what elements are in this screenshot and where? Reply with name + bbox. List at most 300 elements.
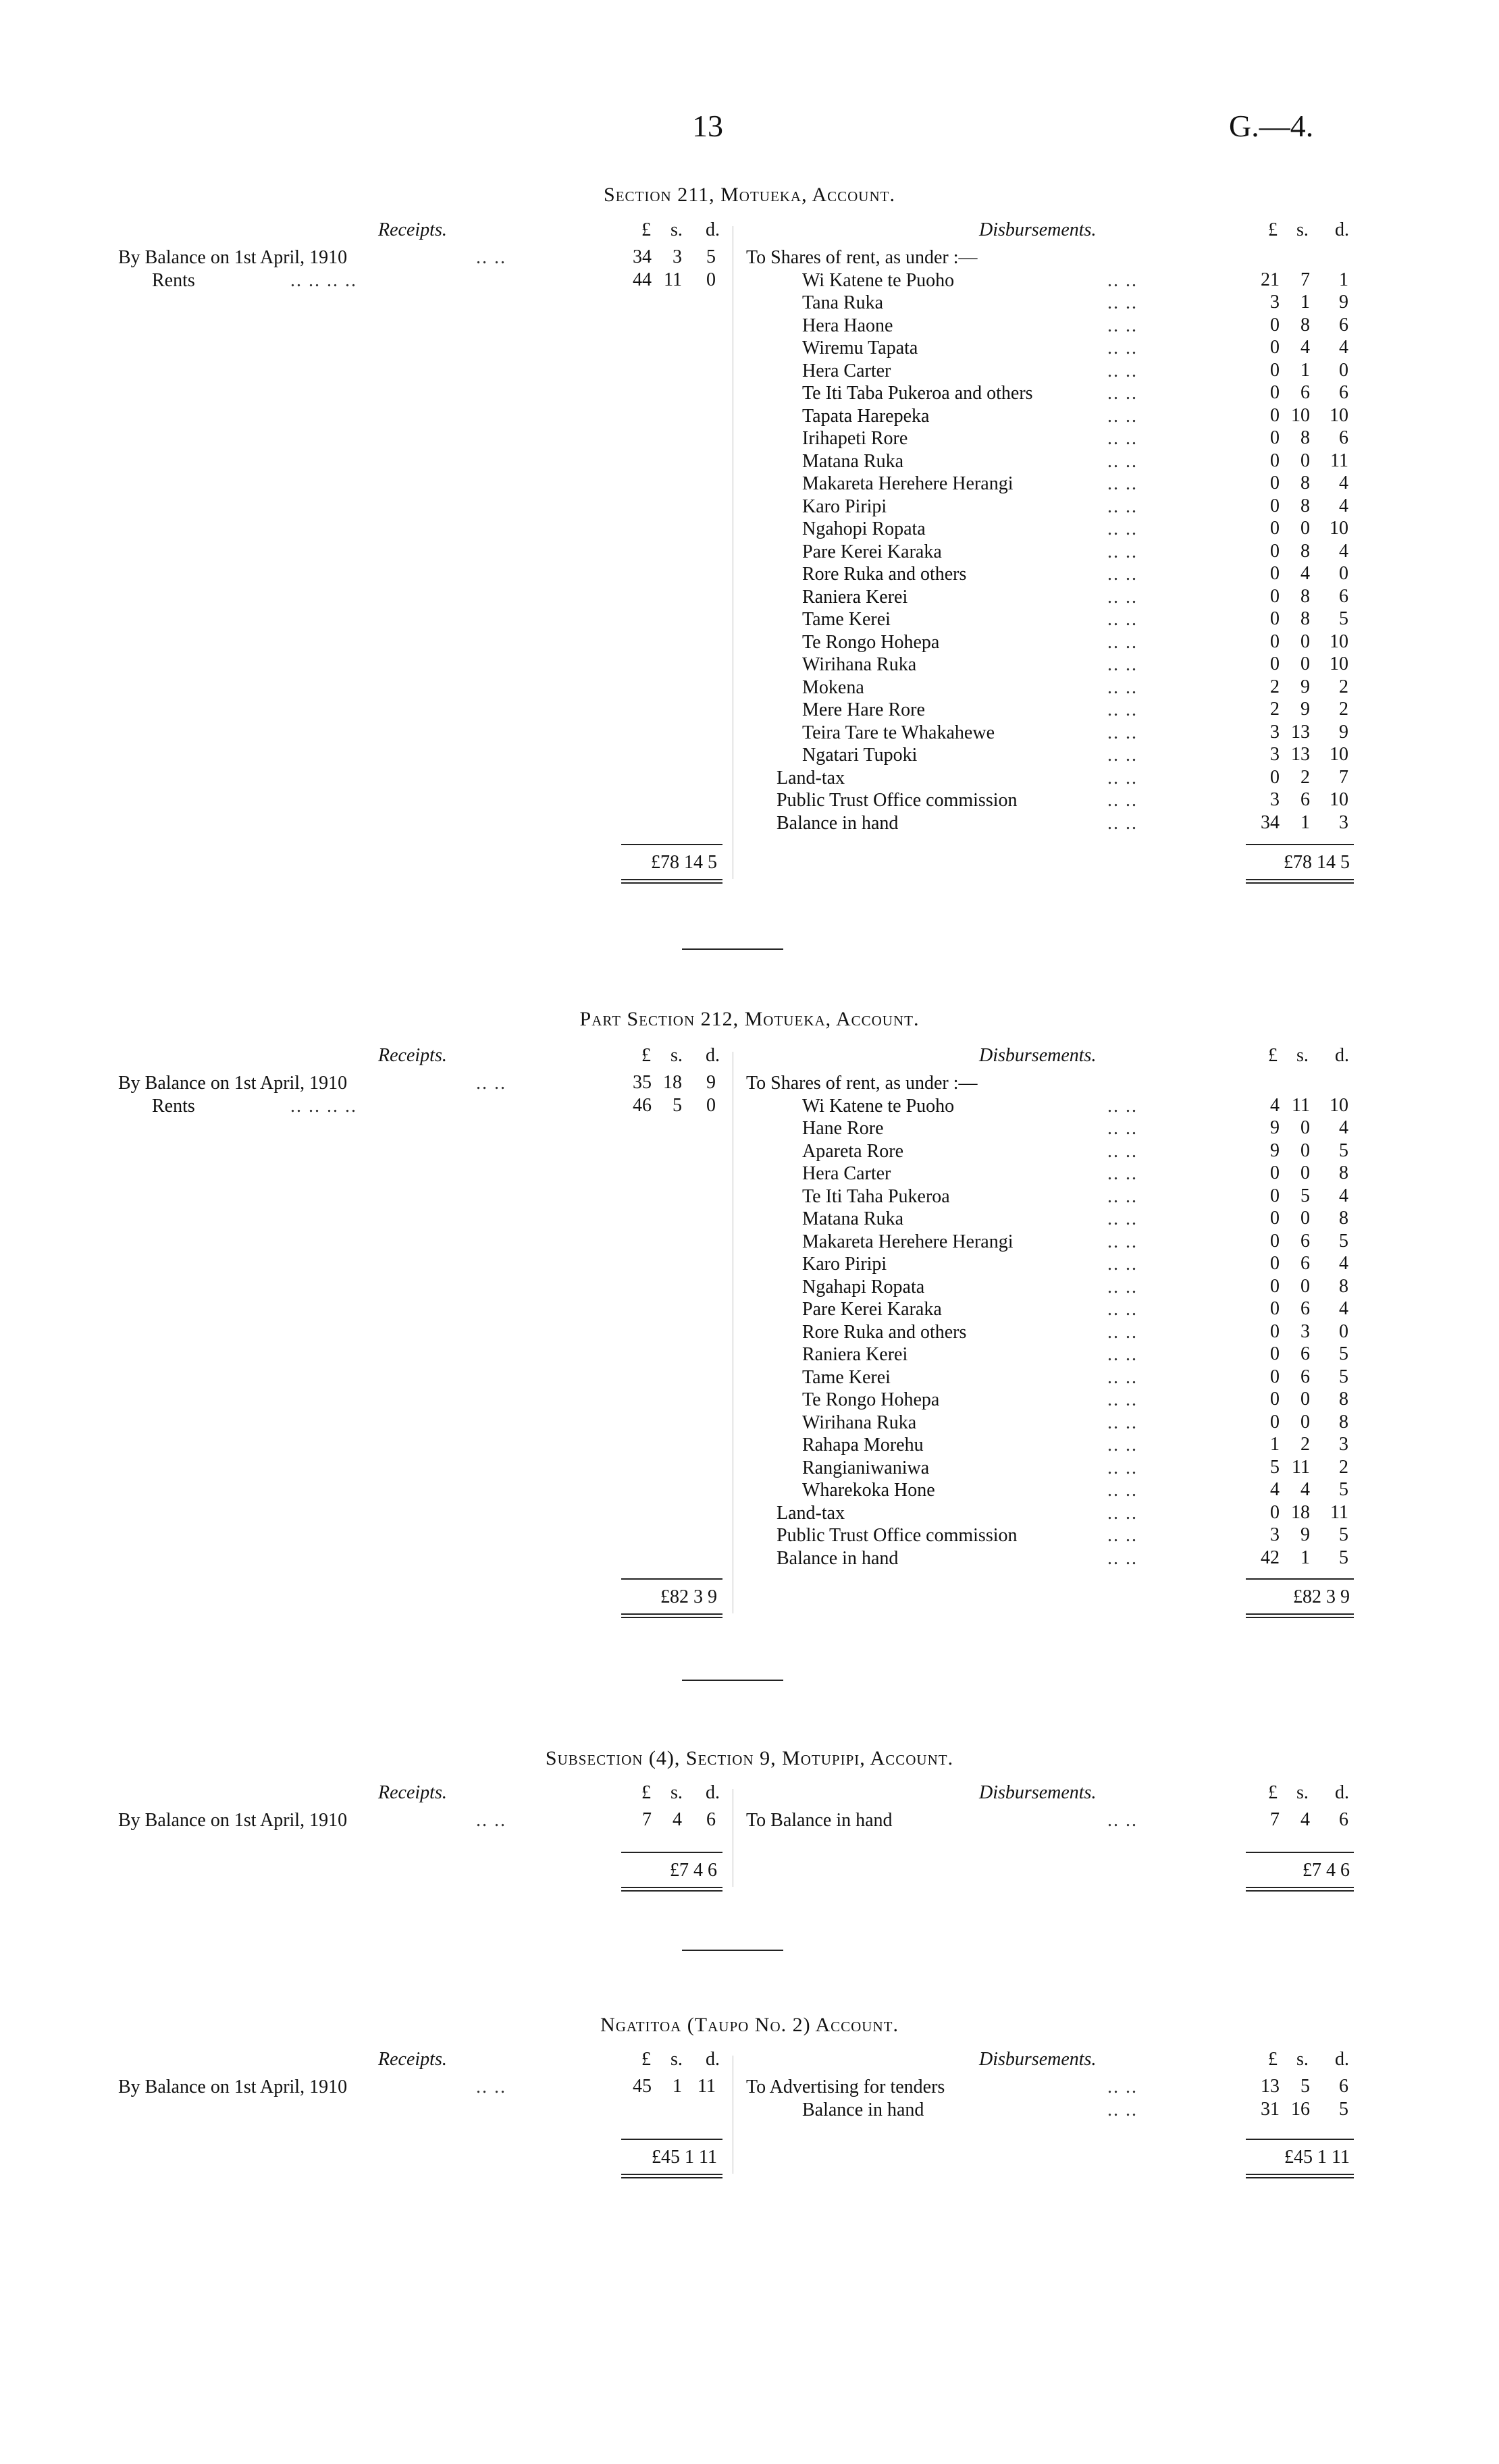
disbursement-shillings: 0 [1300,1411,1310,1432]
disbursement-pounds: 0 [1270,1366,1280,1387]
leader-dots: .. .. [1107,1299,1138,1320]
disbursement-shillings: 1 [1300,1547,1310,1568]
receipt-pounds: 45 [633,2076,652,2097]
receipt-pounds: 34 [633,246,652,267]
disbursement-label: Mokena [802,676,864,698]
leader-dots: .. .. [1107,767,1138,788]
disbursement-shillings: 4 [1300,337,1310,358]
disbursement-pounds: 0 [1270,631,1280,652]
receipt-pence: 5 [706,246,716,267]
disbursement-shillings: 6 [1300,1298,1310,1319]
disbursement-shillings: 0 [1300,450,1310,471]
disbursement-label: Rahapa Morehu [802,1435,924,1455]
leader-dots: .. .. [1107,1276,1138,1297]
disbursement-pounds: 34 [1261,811,1280,833]
receipt-pence: 0 [706,1094,716,1116]
disbursement-pounds: 2 [1270,676,1280,697]
disbursement-pence: 8 [1339,1275,1348,1297]
disbursements-heading: Disbursements. [979,219,1097,240]
disbursement-pence: 10 [1330,404,1348,426]
leader-dots: .. .. [476,247,506,268]
account-title: Ngatitoa (Taupo No. 2) Account. [600,2014,899,2036]
disbursements-pence-heading: d. [1335,219,1349,240]
disbursement-label: Pare Kerei Karaka [802,1299,942,1320]
leader-dots: .. .. [1107,1525,1138,1546]
receipt-pence: 11 [698,2076,716,2097]
disbursement-pounds: 0 [1270,1343,1280,1364]
disbursement-pence: 8 [1339,1389,1348,1410]
disbursement-label: Wi Katene te Puoho [802,269,955,291]
leader-dots: .. .. [1107,676,1138,698]
leader-dots: .. .. [1107,1344,1138,1365]
disbursement-pence: 6 [1339,585,1348,607]
disbursement-shillings: 0 [1300,1275,1310,1297]
disbursement-label: Rore Ruka and others [802,1321,967,1343]
leader-dots: .. .. [1107,269,1138,291]
receipt-shillings: 18 [663,1072,682,1093]
disbursement-pounds: 0 [1270,1501,1280,1523]
account-title: Section 211, Motueka, Account. [604,184,895,206]
disbursement-pounds: 9 [1270,1140,1280,1161]
disbursement-shillings: 4 [1300,1809,1310,1830]
disbursement-pence: 3 [1339,1434,1348,1455]
disbursement-pence: 5 [1339,1479,1348,1500]
disbursement-pounds: 21 [1261,269,1280,290]
receipts-double-rule [621,879,722,884]
receipts-pound-heading: £ [641,219,651,240]
disbursement-shillings: 18 [1291,1501,1310,1523]
disbursement-label: Land-tax [777,1502,845,1524]
leader-dots: .. .. [1107,631,1138,653]
disbursement-shillings: 1 [1300,292,1310,313]
disbursement-shillings: 6 [1300,1366,1310,1387]
receipts-total: £78 14 5 [651,852,717,873]
disbursements-double-rule [1246,1613,1354,1618]
disbursement-pence: 9 [1339,721,1348,743]
disbursement-shillings: 11 [1292,1094,1310,1116]
receipt-pence: 9 [706,1072,716,1093]
disbursements-shilling-heading: s. [1296,219,1309,240]
disbursements-total-rule [1246,2139,1354,2140]
disbursement-pence: 5 [1339,1547,1348,1568]
disbursement-pence: 11 [1330,450,1348,471]
disbursement-pence: 10 [1330,518,1348,539]
receipts-total-rule [621,2139,722,2140]
receipt-pounds: 44 [633,269,652,290]
disbursement-pence: 10 [1330,789,1348,810]
disbursements-pound-heading: £ [1268,2049,1278,2070]
receipts-pound-heading: £ [641,1045,651,1066]
disbursement-pounds: 0 [1270,766,1280,788]
receipts-total: £45 1 11 [652,2147,717,2168]
section-separator [682,948,783,950]
disbursement-pence: 6 [1339,1809,1348,1830]
disbursement-label: Tame Kerei [802,609,891,630]
leader-dots: .. .. [1107,609,1138,630]
disbursement-label: Raniera Kerei [802,1344,908,1365]
receipt-shillings: 5 [673,1094,682,1116]
receipts-double-rule [621,1613,722,1618]
disbursement-pence: 4 [1339,1298,1348,1319]
disbursement-shillings: 0 [1300,1162,1310,1183]
disbursement-pounds: 3 [1270,721,1280,743]
receipt-label: Rents [152,269,195,291]
leader-dots: .. .. [1107,315,1138,336]
disbursement-pounds: 0 [1270,337,1280,358]
disbursement-pounds: 1 [1270,1434,1280,1455]
disbursement-pence: 4 [1339,540,1348,562]
disbursement-label: Te Iti Taba Pukeroa and others [802,383,1033,404]
disbursement-pounds: 0 [1270,563,1280,584]
receipts-total: £7 4 6 [670,1860,717,1881]
disbursement-label: Ngatari Tupoki [802,745,918,766]
disbursement-pence: 4 [1339,495,1348,516]
receipt-pounds: 7 [642,1809,652,1830]
receipts-pence-heading: d. [706,219,720,240]
disbursement-label: Matana Ruka [802,1208,904,1229]
disbursement-label: Matana Ruka [802,450,904,472]
disbursement-shillings: 8 [1300,495,1310,516]
disbursement-shillings: 4 [1300,1479,1310,1500]
disbursement-pounds: 0 [1270,585,1280,607]
leader-dots: .. .. [1107,1254,1138,1275]
leader-dots: .. .. [476,2077,506,2097]
disbursement-pence: 4 [1339,1117,1348,1138]
disbursement-label: Wiremu Tapata [802,338,918,358]
disbursements-pound-heading: £ [1268,1045,1278,1066]
disbursement-pence: 5 [1339,1230,1348,1252]
disbursement-shillings: 5 [1300,1185,1310,1206]
leader-dots: .. .. [1107,450,1138,472]
disbursement-pence: 5 [1339,1366,1348,1387]
disbursement-shillings: 16 [1291,2098,1310,2120]
receipts-total-rule [621,1852,722,1853]
disbursement-pounds: 3 [1270,1524,1280,1545]
disbursement-shillings: 10 [1291,404,1310,426]
disbursement-label: Te Rongo Hohepa [802,631,940,653]
disbursement-label: Te Iti Taha Pukeroa [802,1185,950,1207]
disbursement-pence: 9 [1339,292,1348,313]
leader-dots: .. .. [1107,1435,1138,1455]
disbursement-pence: 4 [1339,337,1348,358]
disbursement-label: Rore Ruka and others [802,564,967,585]
disbursement-label: To Balance in hand [746,1810,893,1831]
disbursement-label: To Shares of rent, as under :— [746,247,978,268]
disbursements-double-rule [1246,879,1354,884]
disbursement-label: Wi Katene te Puoho [802,1095,955,1117]
disbursement-pence: 1 [1339,269,1348,290]
disbursement-shillings: 8 [1300,540,1310,562]
receipt-label: By Balance on 1st April, 1910 [118,247,348,268]
disbursement-pence: 2 [1339,676,1348,697]
leader-dots: .. .. [1107,1140,1138,1162]
disbursement-label: Tapata Harepeka [802,405,930,427]
leader-dots: .. .. [1107,722,1138,743]
leader-dots: .. .. .. .. [290,269,357,291]
receipt-shillings: 4 [673,1809,682,1830]
disbursements-shilling-heading: s. [1296,1045,1309,1066]
receipts-total-rule [621,1578,722,1580]
disbursement-pounds: 0 [1270,450,1280,471]
disbursement-shillings: 0 [1300,1208,1310,1229]
disbursement-shillings: 0 [1300,1389,1310,1410]
leader-dots: .. .. [1107,586,1138,608]
disbursements-heading: Disbursements. [979,2049,1097,2070]
disbursement-pounds: 0 [1270,359,1280,381]
disbursements-total: £78 14 5 [1284,852,1350,873]
receipt-label: By Balance on 1st April, 1910 [118,2077,348,2097]
disbursement-pounds: 0 [1270,495,1280,516]
disbursement-pence: 5 [1339,608,1348,629]
disbursements-pence-heading: d. [1335,1045,1349,1066]
leader-dots: .. .. [1107,1118,1138,1139]
leader-dots: .. .. [1107,1389,1138,1410]
leader-dots: .. .. [1107,541,1138,562]
disbursement-pence: 8 [1339,1162,1348,1183]
receipts-heading: Receipts. [378,2049,447,2070]
disbursement-label: Pare Kerei Karaka [802,541,942,562]
disbursement-label: Mere Hare Rore [802,699,925,720]
disbursement-label: To Advertising for tenders [746,2077,945,2097]
disbursement-pounds: 0 [1270,518,1280,539]
disbursements-heading: Disbursements. [979,1045,1097,1066]
disbursement-pence: 7 [1339,766,1348,788]
receipts-shilling-heading: s. [670,2049,683,2070]
receipt-label: By Balance on 1st April, 1910 [118,1810,348,1831]
disbursement-pounds: 13 [1261,2076,1280,2097]
receipts-double-rule [621,2174,722,2178]
disbursement-pounds: 0 [1270,382,1280,403]
page-code: G.—4. [1229,109,1314,143]
leader-dots: .. .. [1107,1163,1138,1184]
disbursement-pounds: 0 [1270,473,1280,493]
disbursement-label: Hera Carter [802,360,891,381]
disbursement-pence: 5 [1339,1524,1348,1545]
disbursement-pence: 10 [1330,744,1348,765]
disbursement-label: Karo Piripi [802,496,887,517]
disbursement-pence: 5 [1339,1140,1348,1161]
disbursement-pounds: 0 [1270,1230,1280,1252]
disbursement-label: Hera Carter [802,1163,891,1184]
disbursement-shillings: 6 [1300,382,1310,403]
leader-dots: .. .. [1107,1185,1138,1207]
disbursements-shilling-heading: s. [1296,2049,1309,2070]
disbursement-shillings: 7 [1300,269,1310,290]
disbursement-pounds: 5 [1270,1456,1280,1478]
disbursement-label: Apareta Rore [802,1140,904,1162]
disbursement-shillings: 8 [1300,585,1310,607]
leader-dots: .. .. [1107,405,1138,427]
disbursements-total-rule [1246,844,1354,845]
leader-dots: .. .. [1107,2099,1138,2120]
disbursement-pence: 2 [1339,1456,1348,1478]
leader-dots: .. .. [1107,699,1138,720]
disbursement-pence: 0 [1339,563,1348,584]
disbursement-shillings: 13 [1291,721,1310,743]
disbursement-pence: 10 [1330,1094,1348,1116]
disbursement-label: Tame Kerei [802,1366,891,1388]
receipts-total: £82 3 9 [660,1586,717,1607]
disbursement-pounds: 0 [1270,653,1280,674]
disbursement-shillings: 1 [1300,359,1310,381]
disbursement-shillings: 0 [1300,1117,1310,1138]
leader-dots: .. .. [1107,1095,1138,1117]
disbursement-pounds: 0 [1270,1320,1280,1342]
disbursement-shillings: 8 [1300,473,1310,493]
disbursement-shillings: 0 [1300,1140,1310,1161]
receipts-heading: Receipts. [378,1782,447,1803]
leader-dots: .. .. [1107,383,1138,404]
leader-dots: .. .. [1107,654,1138,675]
disbursement-label: Wirihana Ruka [802,654,917,675]
account-title: Subsection (4), Section 9, Motupipi, Account. [545,1747,954,1769]
leader-dots: .. .. [1107,473,1138,494]
disbursement-pence: 10 [1330,631,1348,652]
receipt-label: Rents [152,1095,195,1117]
disbursement-label: Makareta Herehere Herangi [802,473,1014,494]
receipt-shillings: 3 [673,246,682,267]
leader-dots: .. .. [1107,360,1138,381]
disbursement-pounds: 0 [1270,427,1280,448]
disbursement-label: Ngahopi Ropata [802,518,926,539]
disbursement-pence: 8 [1339,1208,1348,1229]
leader-dots: .. .. [1107,1547,1138,1569]
leader-dots: .. .. [1107,1208,1138,1229]
disbursement-label: Karo Piripi [802,1254,887,1275]
receipts-heading: Receipts. [378,219,447,240]
disbursement-pence: 2 [1339,699,1348,720]
leader-dots: .. .. [1107,1457,1138,1478]
disbursement-pounds: 9 [1270,1117,1280,1138]
disbursement-pence: 8 [1339,1411,1348,1432]
receipts-double-rule [621,1887,722,1892]
disbursement-shillings: 3 [1300,1320,1310,1342]
disbursement-label: Balance in hand [777,1547,899,1569]
leader-dots: .. .. [1107,1480,1138,1501]
disbursement-pounds: 3 [1270,292,1280,313]
disbursement-pence: 6 [1339,427,1348,448]
disbursements-total-rule [1246,1852,1354,1853]
leader-dots: .. .. .. .. [290,1095,357,1117]
disbursement-pounds: 3 [1270,789,1280,810]
disbursement-pence: 3 [1339,811,1348,833]
disbursements-pence-heading: d. [1335,1782,1349,1803]
disbursement-label: Hera Haone [802,315,893,336]
disbursements-double-rule [1246,1887,1354,1892]
disbursement-pounds: 7 [1270,1809,1280,1830]
disbursement-shillings: 9 [1300,699,1310,720]
disbursement-shillings: 0 [1300,631,1310,652]
disbursements-total: £7 4 6 [1303,1860,1350,1881]
section-separator [682,1950,783,1951]
leader-dots: .. .. [476,1073,506,1094]
disbursement-pence: 5 [1339,1343,1348,1364]
disbursement-pence: 0 [1339,1320,1348,1342]
receipt-pence: 6 [706,1809,716,1830]
disbursement-shillings: 0 [1300,653,1310,674]
disbursement-pence: 4 [1339,473,1348,493]
receipts-pence-heading: d. [706,2049,720,2070]
disbursement-shillings: 6 [1300,1253,1310,1274]
disbursement-shillings: 6 [1300,789,1310,810]
leader-dots: .. .. [1107,745,1138,766]
disbursement-pence: 4 [1339,1185,1348,1206]
disbursement-pounds: 0 [1270,1162,1280,1183]
disbursement-pounds: 0 [1270,1298,1280,1319]
disbursement-label: Balance in hand [777,812,899,834]
disbursements-total: £45 1 11 [1284,2147,1350,2168]
disbursement-shillings: 8 [1300,608,1310,629]
disbursement-label: Te Rongo Hohepa [802,1389,940,1410]
leader-dots: .. .. [1107,1412,1138,1433]
leader-dots: .. .. [1107,1502,1138,1524]
leader-dots: .. .. [1107,338,1138,358]
disbursement-label: Raniera Kerei [802,586,908,608]
disbursement-pence: 11 [1330,1501,1348,1523]
disbursement-pence: 5 [1339,2098,1348,2120]
disbursement-label: Irihapeti Rore [802,428,908,449]
disbursement-shillings: 8 [1300,314,1310,336]
disbursement-pounds: 0 [1270,1275,1280,1297]
disbursement-label: Rangianiwaniwa [802,1457,930,1478]
disbursement-pounds: 0 [1270,1185,1280,1206]
receipts-shilling-heading: s. [670,219,683,240]
leader-dots: .. .. [1107,1231,1138,1252]
disbursement-pence: 4 [1339,1253,1348,1274]
disbursement-label: Public Trust Office commission [777,1525,1018,1546]
receipt-shillings: 1 [673,2076,682,2097]
disbursement-pounds: 3 [1270,744,1280,765]
receipts-heading: Receipts. [378,1045,447,1066]
disbursement-pounds: 0 [1270,1208,1280,1229]
receipt-shillings: 11 [664,269,682,290]
disbursement-shillings: 9 [1300,1524,1310,1545]
disbursements-shilling-heading: s. [1296,1782,1309,1803]
disbursement-label: To Shares of rent, as under :— [746,1073,978,1094]
leader-dots: .. .. [1107,496,1138,517]
receipt-pounds: 46 [633,1094,652,1116]
disbursement-pounds: 0 [1270,540,1280,562]
account-title: Part Section 212, Motueka, Account. [579,1008,920,1030]
disbursement-shillings: 9 [1300,676,1310,697]
disbursement-label: Hane Rore [802,1118,884,1139]
disbursement-shillings: 1 [1300,811,1310,833]
disbursement-shillings: 0 [1300,518,1310,539]
disbursement-pounds: 31 [1261,2098,1280,2120]
receipts-pound-heading: £ [641,1782,651,1803]
disbursements-pence-heading: d. [1335,2049,1349,2070]
receipts-shilling-heading: s. [670,1045,683,1066]
leader-dots: .. .. [1107,812,1138,834]
leader-dots: .. .. [1107,518,1138,539]
receipt-label: By Balance on 1st April, 1910 [118,1073,348,1094]
disbursement-shillings: 6 [1300,1230,1310,1252]
leader-dots: .. .. [1107,292,1138,313]
disbursement-shillings: 13 [1291,744,1310,765]
disbursement-shillings: 6 [1300,1343,1310,1364]
disbursement-pence: 6 [1339,314,1348,336]
leader-dots: .. .. [1107,1366,1138,1388]
disbursement-pounds: 42 [1261,1547,1280,1568]
disbursement-label: Land-tax [777,767,845,788]
page-number: 13 [692,109,723,143]
receipt-pounds: 35 [633,1072,652,1093]
receipts-pound-heading: £ [641,2049,651,2070]
leader-dots: .. .. [1107,428,1138,449]
disbursements-heading: Disbursements. [979,1782,1097,1803]
disbursement-pounds: 0 [1270,1389,1280,1410]
leader-dots: .. .. [1107,790,1138,811]
